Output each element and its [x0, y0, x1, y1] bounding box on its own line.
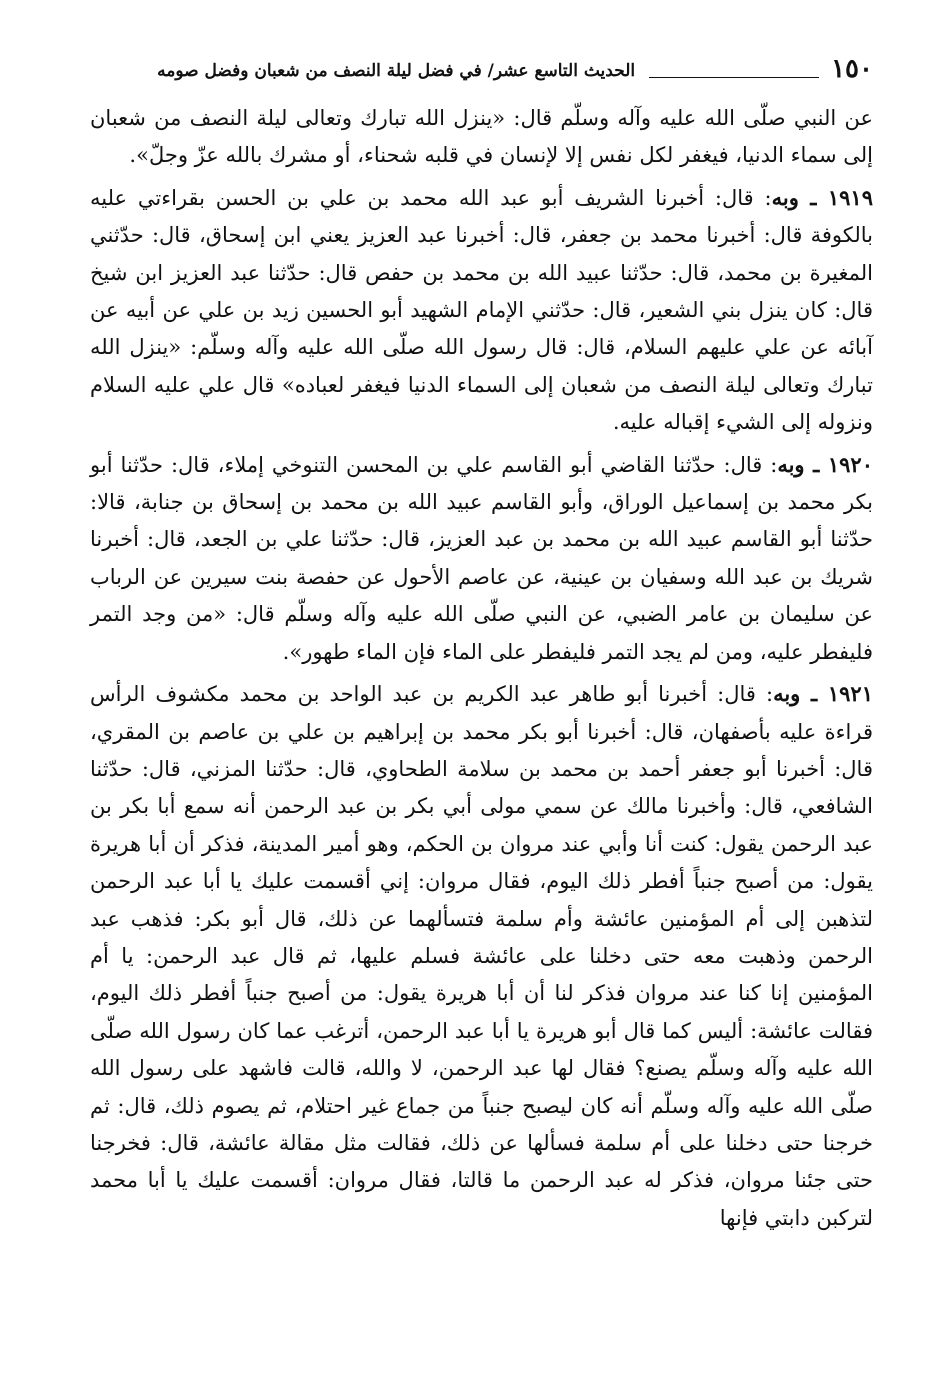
number-dash: ـ [804, 451, 828, 477]
body-text [90, 100, 873, 1237]
hadith-marker: وبه [777, 451, 805, 477]
hadith-1920 [90, 446, 873, 671]
chapter-title: الحديث التاسع عشر/ في فضل ليلة النصف من شعبان وفضل صومه [157, 61, 636, 81]
hadith-1921 [90, 675, 873, 1237]
hadith-number: ١٩١٩ [827, 184, 873, 210]
header-rule [649, 77, 819, 78]
page-number: ١٥٠ [831, 54, 873, 84]
paragraph-continuation [90, 100, 873, 175]
paragraph-text: عن النبي صلّى الله عليه وآله وسلّم قال: «ينزل الله تبارك وتعالى ليلة النصف من شعبان إلى سماء الدنيا، فيغفر لكل نفس إلا لإنسان في قلبه شحناء، أو مشرك بالله عزّ وجلّ». [90, 106, 873, 168]
paragraph-text: : قال: حدّثنا القاضي أبو القاسم علي بن المحسن التنوخي إملاء، قال: حدّثنا أبو بكر محمد بن إسماعيل الوراق، وأبو القاسم عبيد الله بن محمد بن إسحاق بن جنابة، قالا: حدّثنا أبو القاسم عبيد الله بن محمد بن عبد العزيز، قال: حدّثنا علي بن الجعد، قال: أخبرنا شريك بن عبد الله وسفيان بن عينية، عن عاصم الأحول عن حفصة بنت سيرين عن الرباب عن سليمان بن عامر الضبي، عن النبي صلّى الله عليه وآله وسلّم قال: «من وجد التمر فليفطر عليه، ومن لم يجد التمر فليفطر على الماء فإن الماء طهور». [90, 452, 873, 664]
book-page [90, 52, 873, 1352]
paragraph-text: : قال: أخبرنا الشريف أبو عبد الله محمد بن علي بن الحسن بقراءتي عليه بالكوفة قال: أخبرنا محمد بن جعفر، قال: أخبرنا عبد العزيز يعني ابن إسحاق، قال: حدّثني المغيرة بن محمد، قال: حدّثنا عبيد الله بن محمد بن حفص قال: حدّثنا عبد العزيز ابن شيخ قال: كان ينزل بني الشعير، قال: حدّثني الإمام الشهيد أبو الحسين زيد بن علي عن أبيه عن آبائه عن علي عليهم السلام، قال: قال رسول الله صلّى الله عليه وآله وسلّم: «ينزل الله تبارك وتعالى ليلة النصف من شعبان إلى السماء الدنيا فيغفر لعباده» قال علي عليه السلام ونزوله إلى الشيء إقباله عليه. [90, 185, 873, 435]
number-dash: ـ [798, 184, 828, 210]
running-head [90, 52, 873, 86]
hadith-1919 [90, 179, 873, 442]
number-dash: ـ [800, 681, 828, 707]
hadith-marker: وبه [771, 184, 799, 210]
hadith-number: ١٩٢١ [827, 681, 873, 707]
hadith-marker: وبه [773, 681, 801, 707]
paragraph-text: : قال: أخبرنا أبو طاهر عبد الكريم بن عبد الواحد بن محمد مكشوف الرأس قراءة عليه بأصفهان، قال: أخبرنا أبو بكر محمد بن إبراهيم بن علي بن عاصم بن المقري، قال: أخبرنا أبو جعفر أحمد بن محمد بن سلامة الطحاوي، قال: حدّثنا المزني، قال: حدّثنا الشافعي، قال: وأخبرنا مالك عن سمي مولى أبي بكر بن عبد الرحمن أنه سمع أبا بكر بن عبد الرحمن يقول: كنت أنا وأبي عند مروان بن الحكم، وهو أمير المدينة، فذكر أن أبا هريرة يقول: من أصبح جنباً أفطر ذلك اليوم، فقال مروان: إني أقسمت عليك يا أبا عبد الرحمن لتذهبن إلى أم المؤمنين عائشة وأم سلمة فتسألهما عن ذلك، قال أبو بكر: فذهب عبد الرحمن وذهبت معه حتى دخلنا على عائشة فسلم عليها، ثم قال عبد الرحمن: يا أم المؤمنين إنا كنا عند مروان فذكر لنا أن أبا هريرة يقول: من أصبح جنباً أفطر ذلك اليوم، فقالت عائشة: أليس كما قال أبو هريرة يا أبا عبد الرحمن، أترغب عما كان رسول الله صلّى الله عليه وآله وسلّم يصنع؟ فقال لها عبد الرحمن، لا والله، قالت فاشهد على رسول الله صلّى الله عليه وآله وسلّم أنه كان ليصبح جنباً من جماع غير احتلام، ثم يصوم ذلك، قال: ثم خرجنا حتى دخلنا على أم سلمة فسألها عن ذلك، فقالت مثل مقالة عائشة، قال: فخرجنا حتى جئنا مروان، فذكر له عبد الرحمن ما قالتا، فقال مروان: أقسمت عليك يا أبا محمد لتركبن دابتي فإنها [90, 682, 873, 1230]
hadith-number: ١٩٢٠ [827, 451, 873, 477]
